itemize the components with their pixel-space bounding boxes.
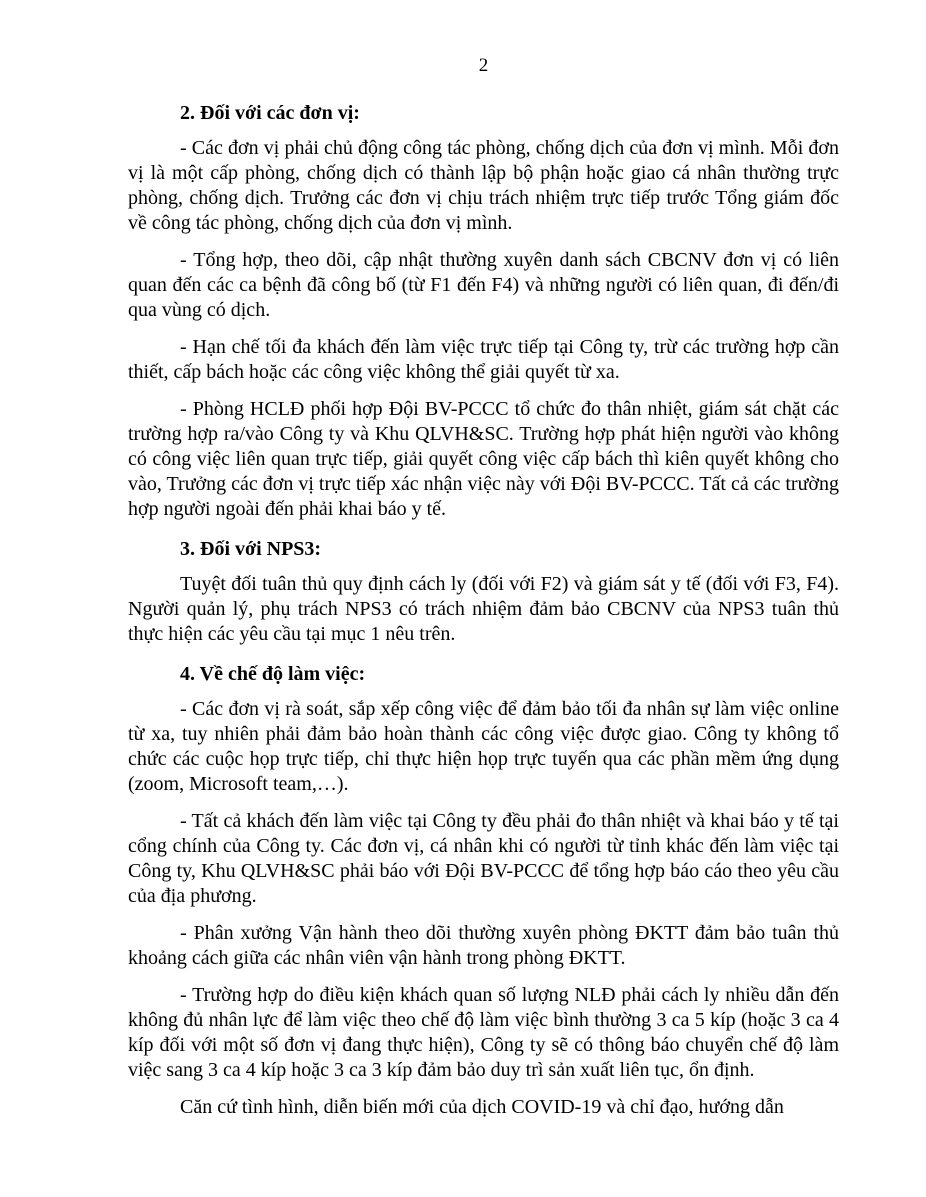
- page-number: 2: [478, 55, 489, 76]
- paragraph: - Trường hợp do điều kiện khách quan số lượng NLĐ phải cách ly nhiều dẫn đến không đủ nhân lực để làm việc theo chế độ làm việc bình thường 3 ca 5 kíp (hoặc 3 ca 4 kíp đối với một số đơn vị đang thực hiện), Công ty sẽ có thông báo chuyển chế độ làm việc sang 3 ca 4 kíp hoặc 3 ca 3 kíp đảm bảo duy trì sản xuất liên tục, ổn định.: [128, 984, 839, 1081]
- section-heading: 4. Về chế độ làm việc:: [180, 663, 366, 685]
- paragraph: Tuyệt đối tuân thủ quy định cách ly (đối với F2) và giám sát y tế (đối với F3, F4). Người quản lý, phụ trách NPS3 có trách nhiệm đảm bảo CBCNV của NPS3 tuân thủ thực hiện các yêu cầu tại mục 1 nêu trên.: [128, 573, 839, 645]
- paragraph: - Tất cả khách đến làm việc tại Công ty đều phải đo thân nhiệt và khai báo y tế tại cổng chính của Công ty. Các đơn vị, cá nhân khi có người từ tỉnh khác đến làm việc tại Công ty, Khu QLVH&SC phải báo với Đội BV-PCCC để tổng hợp báo cáo theo yêu cầu của địa phương.: [128, 810, 839, 907]
- section-nps3: [128, 534, 839, 647]
- section-heading: 2. Đối với các đơn vị:: [180, 102, 360, 124]
- paragraph: - Phòng HCLĐ phối hợp Đội BV-PCCC tổ chức đo thân nhiệt, giám sát chặt các trường hợp ra/vào Công ty và Khu QLVH&SC. Trường hợp phát hiện người vào không có công việc liên quan trực tiếp, giải quyết công việc cấp bách thì kiên quyết không cho vào, Trưởng các đơn vị trực tiếp xác nhận việc này với Đội BV-PCCC. Tất cả các trường hợp người ngoài đến phải khai báo y tế.: [128, 398, 839, 520]
- document-page: [128, 52, 839, 1132]
- paragraph: - Các đơn vị rà soát, sắp xếp công việc để đảm bảo tối đa nhân sự làm việc online từ xa, tuy nhiên phải đảm bảo hoàn thành các công việc được giao. Công ty không tổ chức các cuộc họp trực tiếp, chỉ thực hiện họp trực tuyến qua các phần mềm ứng dụng (zoom, Microsoft team,…).: [128, 698, 839, 795]
- paragraph: Căn cứ tình hình, diễn biến mới của dịch COVID-19 và chỉ đạo, hướng dẫn: [180, 1096, 784, 1118]
- paragraph: - Tổng hợp, theo dõi, cập nhật thường xuyên danh sách CBCNV đơn vị có liên quan đến các ca bệnh đã công bố (từ F1 đến F4) và những người có liên quan, đi đến/đi qua vùng có dịch.: [128, 249, 839, 321]
- section-work-regime: [128, 659, 839, 1120]
- paragraph: - Các đơn vị phải chủ động công tác phòng, chống dịch của đơn vị mình. Mỗi đơn vị là một cấp phòng, chống dịch có thành lập bộ phận hoặc giao cá nhân thường trực phòng, chống dịch. Trưởng các đơn vị chịu trách nhiệm trực tiếp trước Tổng giám đốc về công tác phòng, chống dịch của đơn vị mình.: [128, 137, 839, 234]
- section-units: [128, 98, 839, 522]
- section-heading: 3. Đối với NPS3:: [180, 538, 322, 560]
- paragraph: - Hạn chế tối đa khách đến làm việc trực tiếp tại Công ty, trừ các trường hợp cần thiết, cấp bách hoặc các công việc không thể giải quyết từ xa.: [128, 336, 839, 383]
- paragraph: - Phân xưởng Vận hành theo dõi thường xuyên phòng ĐKTT đảm bảo tuân thủ khoảng cách giữa các nhân viên vận hành trong phòng ĐKTT.: [128, 922, 839, 969]
